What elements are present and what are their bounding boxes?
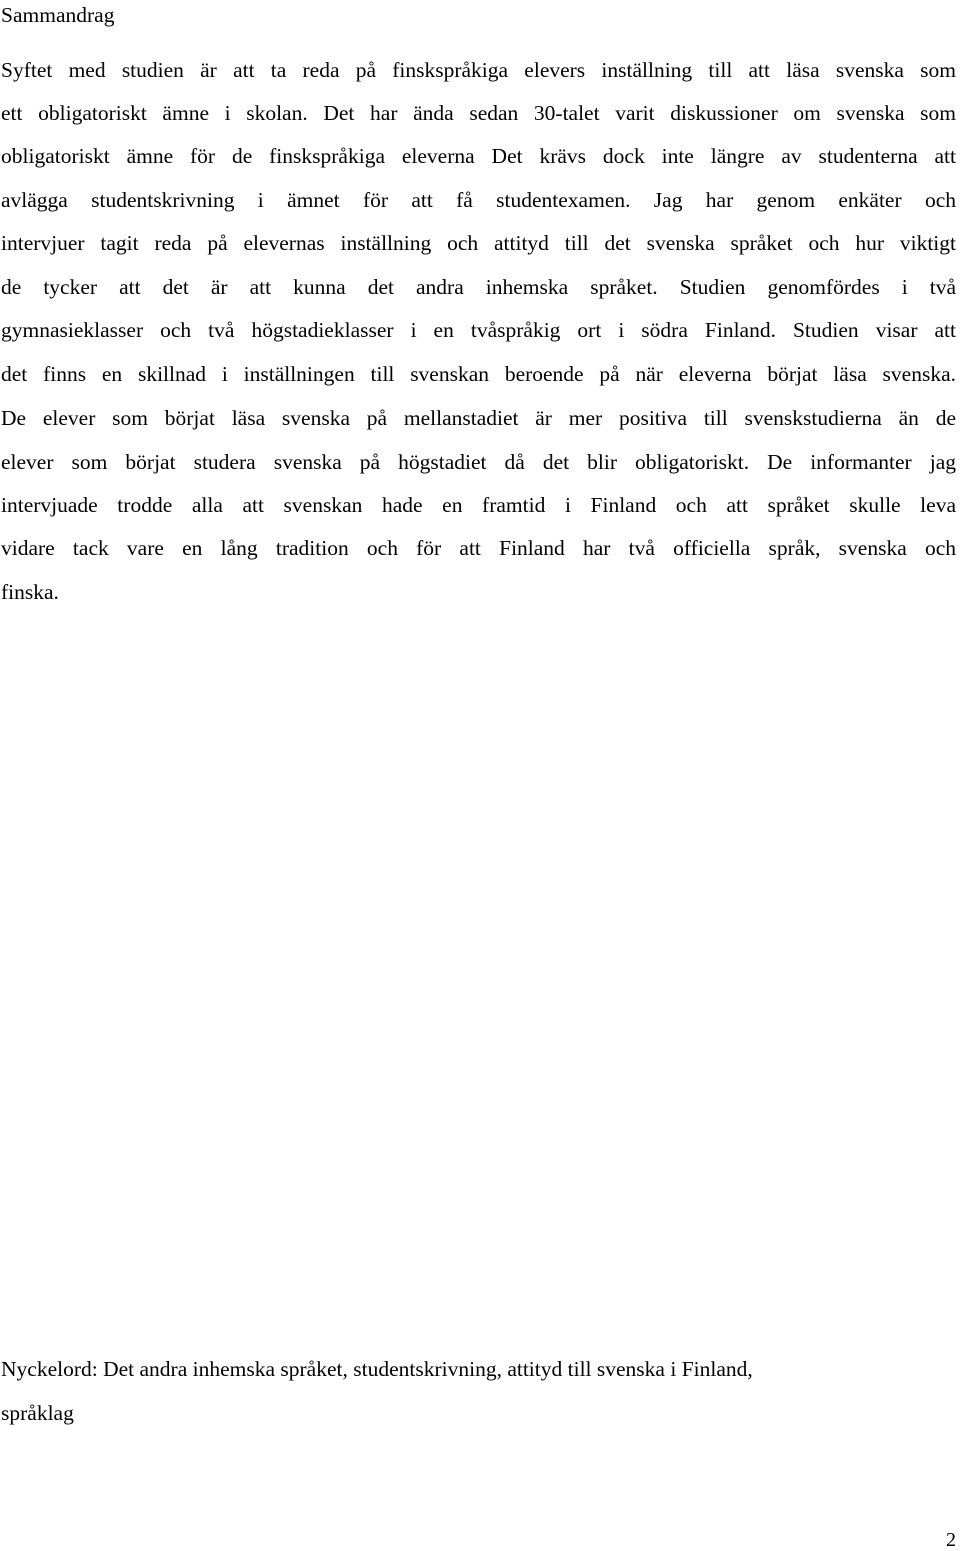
abstract-line: avlägga studentskrivning i ämnet för att få studentexamen. Jag har genom enkäter och xyxy=(1,188,956,212)
abstract-line: De elever som börjat läsa svenska på mellanstadiet är mer positiva till svenskstudierna än de xyxy=(1,406,956,430)
abstract-line: de tycker att det är att kunna det andra inhemska språket. Studien genomfördes i två xyxy=(1,275,956,299)
section-heading: Sammandrag xyxy=(1,3,115,27)
abstract-line: Syftet med studien är att ta reda på finskspråkiga elevers inställning till att läsa svenska som xyxy=(1,58,956,82)
abstract-line: intervjuer tagit reda på elevernas inställning och attityd till det svenska språket och hur viktigt xyxy=(1,231,956,255)
abstract-line: obligatoriskt ämne för de finskspråkiga eleverna Det krävs dock inte längre av studenterna att xyxy=(1,144,956,168)
abstract-line: ett obligatoriskt ämne i skolan. Det har ända sedan 30-talet varit diskussioner om svenska som xyxy=(1,101,956,125)
abstract-line: det finns en skillnad i inställningen till svenskan beroende på när eleverna börjat läsa svenska. xyxy=(1,362,956,386)
page-number: 2 xyxy=(946,1529,956,1551)
keywords-line: Nyckelord: Det andra inhemska språket, studentskrivning, attityd till svenska i Finland, xyxy=(1,1357,753,1381)
abstract-line: vidare tack vare en lång tradition och för att Finland har två officiella språk, svenska och xyxy=(1,536,956,560)
abstract-line: gymnasieklasser och två högstadieklasser i en tvåspråkig ort i södra Finland. Studien visar att xyxy=(1,318,956,342)
abstract-line: elever som börjat studera svenska på högstadiet då det blir obligatoriskt. De informanter jag xyxy=(1,450,956,474)
abstract-line: intervjuade trodde alla att svenskan hade en framtid i Finland och att språket skulle leva xyxy=(1,493,956,517)
keywords-line: språklag xyxy=(1,1401,74,1425)
abstract-line: finska. xyxy=(1,580,59,604)
